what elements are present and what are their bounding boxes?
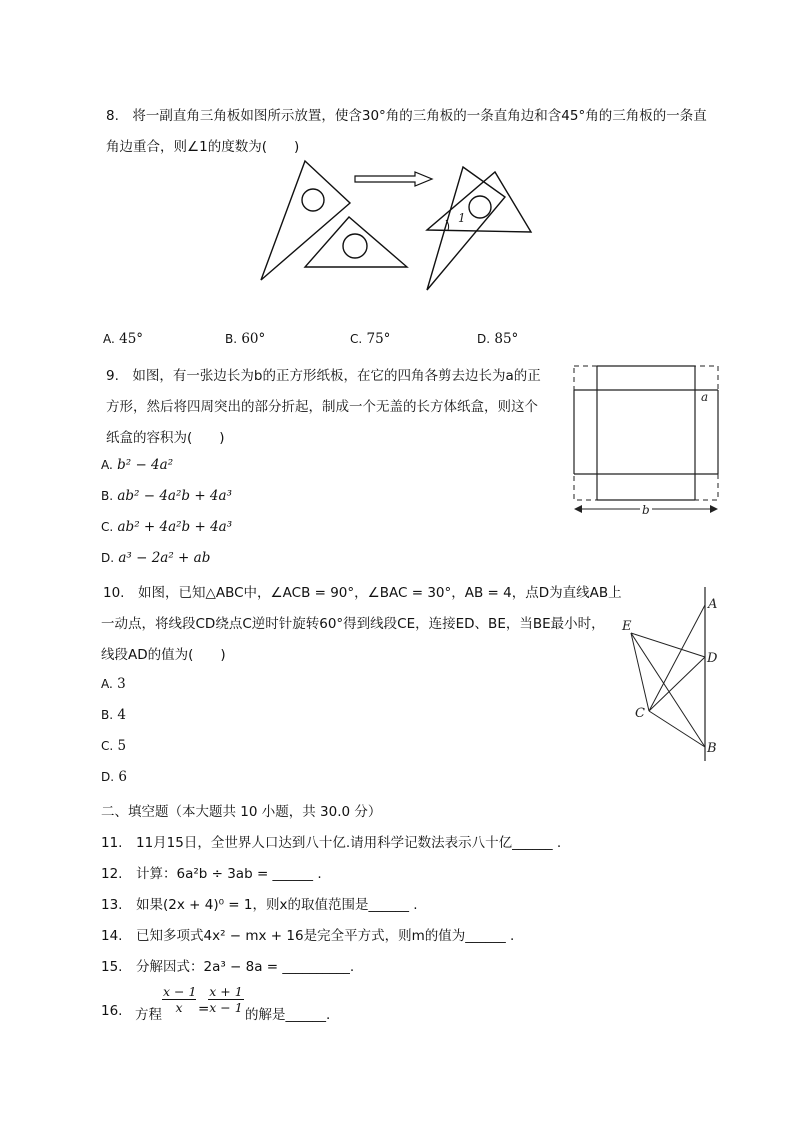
- fill-13: 13. 如果(2x + 4)⁰ = 1，则x的取值范围是______ .: [101, 897, 418, 913]
- arrow-icon: [355, 172, 432, 186]
- fill-15: 15. 分解因式：2a³ − 8a = __________.: [101, 959, 355, 975]
- q8-option-b: B. 60°: [225, 331, 266, 347]
- fill-14: 14. 已知多项式4x² − mx + 16是完全平方式，则m的值为______ .: [101, 928, 515, 944]
- q8-option-a: A. 45°: [103, 331, 144, 347]
- combined-triangle-30: [427, 167, 505, 290]
- outer-square: [574, 366, 718, 500]
- combined-hole: [469, 196, 491, 218]
- q10-line3: 线段AD的值为( ): [101, 647, 226, 663]
- q8-line1: 8. 将一副直角三角板如图所示放置，使含30°角的三角板的一条直角边和含45°角的三角板的一条直: [106, 108, 707, 124]
- combined-triangle-45: [427, 172, 531, 232]
- triangle-45: [305, 217, 407, 267]
- label-C: C: [635, 706, 645, 721]
- label-b: b: [642, 503, 650, 517]
- q9-option-b: B. ab² − 4a²b + 4a³: [101, 488, 232, 504]
- q10-option-d: D. 6: [101, 769, 127, 785]
- q10-line1: 10. 如图，已知△ABC中，∠ACB = 90°，∠BAC = 30°，AB = 4，点D为直线AB上: [103, 585, 622, 601]
- q9-option-a: A. b² − 4a²: [101, 457, 174, 473]
- q9-line1: 9. 如图，有一张边长为b的正方形纸板，在它的四角各剪去边长为a的正: [106, 368, 541, 384]
- q9-line2: 方形，然后将四周突出的部分折起，制成一个无盖的长方体纸盒，则这个: [106, 399, 538, 415]
- q10-option-c: C. 5: [101, 738, 127, 754]
- q9-option-c: C. ab² + 4a²b + 4a³: [101, 519, 233, 535]
- q10-option-b: B. 4: [101, 707, 126, 723]
- label-a: a: [701, 390, 709, 404]
- q10-figure: [618, 585, 730, 763]
- hole-30: [302, 189, 324, 211]
- equals-sign: =: [198, 1001, 210, 1017]
- q8-option-c: C. 75°: [350, 331, 391, 347]
- q10-option-a: A. 3: [101, 676, 126, 692]
- q8-line2: 角边重合，则∠1的度数为( ): [106, 139, 300, 155]
- fraction-lhs: x − 1 x: [163, 984, 197, 1015]
- fill-16-num: 16.: [101, 1003, 123, 1019]
- arrow-left-icon: [574, 505, 582, 513]
- fraction-rhs: x + 1 x − 1: [209, 984, 243, 1015]
- label-B: B: [707, 741, 717, 756]
- angle-1-label: 1: [458, 211, 466, 225]
- fill-11: 11. 11月15日，全世界人口达到八十亿.请用科学记数法表示八十亿______ .: [101, 835, 562, 851]
- q9-figure: [568, 362, 724, 522]
- q9-option-d: D. a³ − 2a² + ab: [101, 550, 211, 566]
- q8-option-d: D. 85°: [477, 331, 519, 347]
- fill-16-prefix: 方程: [135, 1007, 162, 1023]
- fill-16-suffix: 的解是______.: [245, 1007, 331, 1023]
- triangle-30: [261, 161, 350, 280]
- q8-figure: [255, 155, 545, 295]
- label-E: E: [622, 619, 632, 634]
- fill-12: 12. 计算：6a²b ÷ 3ab = ______ .: [101, 866, 322, 882]
- arrow-right-icon: [710, 505, 718, 513]
- q10-line2: 一动点，将线段CD绕点C逆时针旋转60°得到线段CE，连接ED、BE，当BE最小时，: [101, 616, 605, 632]
- label-D: D: [707, 651, 718, 666]
- q9-line3: 纸盒的容积为( ): [106, 430, 225, 446]
- hole-45: [343, 234, 367, 258]
- label-A: A: [708, 597, 718, 612]
- section2-heading: 二、填空题（本大题共 10 小题，共 30.0 分）: [101, 804, 382, 820]
